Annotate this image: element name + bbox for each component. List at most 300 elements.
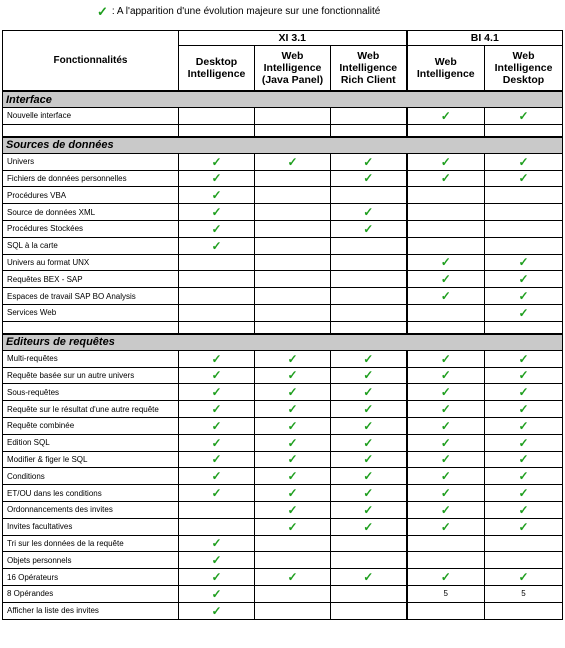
check-icon: ✓: [363, 221, 374, 236]
check-cell: [179, 585, 255, 602]
empty-cell: [255, 254, 331, 271]
empty-cell: [255, 535, 331, 552]
check-cell: [331, 401, 407, 418]
table-row: [3, 288, 563, 305]
table-row: [3, 170, 563, 187]
check-icon: ✓: [518, 305, 529, 320]
empty-cell: [407, 237, 485, 254]
empty-cell: [179, 501, 255, 518]
check-icon: ✓: [363, 368, 374, 383]
check-cell: [179, 485, 255, 502]
feature-name: Services Web: [3, 304, 179, 321]
check-icon: ✓: [287, 154, 298, 169]
empty-cell: [255, 321, 331, 334]
check-cell: [485, 304, 563, 321]
check-cell: [179, 367, 255, 384]
check-cell: [407, 434, 485, 451]
check-icon: ✓: [518, 289, 529, 304]
check-cell: [485, 367, 563, 384]
legend-text: : A l'apparition d'une évolution majeure sur une fonctionnalité: [111, 6, 381, 17]
check-cell: [485, 434, 563, 451]
check-cell: [179, 401, 255, 418]
check-icon: ✓: [211, 351, 222, 366]
check-cell: [407, 501, 485, 518]
check-icon: ✓: [518, 255, 529, 270]
empty-cell: [331, 271, 407, 288]
check-icon: ✓: [440, 289, 451, 304]
check-cell: [255, 518, 331, 535]
check-icon: ✓: [363, 486, 374, 501]
check-icon: ✓: [518, 368, 529, 383]
check-icon: ✓: [440, 368, 451, 383]
check-icon: ✓: [211, 188, 222, 203]
check-cell: [407, 417, 485, 434]
empty-cell: [407, 602, 485, 619]
column-header-line: Web: [357, 50, 380, 62]
check-cell: [407, 254, 485, 271]
empty-cell: [407, 187, 485, 204]
check-cell: [255, 401, 331, 418]
check-icon: ✓: [211, 154, 222, 169]
feature-name: Tri sur les données de la requête: [3, 535, 179, 552]
check-cell: [179, 237, 255, 254]
check-icon: ✓: [211, 586, 222, 601]
column-header-line: Desktop: [195, 56, 238, 68]
table-row: [3, 518, 563, 535]
check-cell: [179, 153, 255, 170]
group-header-bi41: BI 4.1: [407, 31, 563, 46]
feature-name: Univers: [3, 153, 179, 170]
check-icon: ✓: [211, 385, 222, 400]
legend: [0, 0, 565, 24]
check-cell: [485, 384, 563, 401]
check-cell: [255, 384, 331, 401]
feature-name: ET/OU dans les conditions: [3, 485, 179, 502]
table-row: [3, 350, 563, 367]
feature-name: Conditions: [3, 468, 179, 485]
check-cell: [179, 602, 255, 619]
table-row: [3, 237, 563, 254]
feature-name: Sous-requêtes: [3, 384, 179, 401]
column-header: [407, 46, 485, 92]
check-icon: ✓: [440, 452, 451, 467]
check-icon: ✓: [287, 402, 298, 417]
check-cell: [255, 417, 331, 434]
empty-cell: [255, 552, 331, 569]
check-cell: [407, 485, 485, 502]
empty-cell: [331, 124, 407, 137]
check-cell: [179, 350, 255, 367]
table-row: [3, 468, 563, 485]
check-icon: ✓: [211, 418, 222, 433]
check-icon: ✓: [440, 418, 451, 433]
group-header-xi31: XI 3.1: [179, 31, 407, 46]
check-cell: [331, 501, 407, 518]
check-icon: ✓: [518, 452, 529, 467]
check-cell: [407, 468, 485, 485]
check-cell: [485, 170, 563, 187]
check-cell: [485, 417, 563, 434]
empty-cell: [255, 170, 331, 187]
check-icon: ✓: [363, 205, 374, 220]
column-header-line: Intelligence: [494, 62, 553, 74]
check-cell: [485, 569, 563, 586]
check-icon: ✓: [440, 255, 451, 270]
check-cell: [407, 170, 485, 187]
check-icon: ✓: [211, 486, 222, 501]
check-icon: ✓: [211, 221, 222, 236]
table-row: [3, 535, 563, 552]
feature-name: Objets personnels: [3, 552, 179, 569]
table-row: [3, 367, 563, 384]
check-cell: [331, 569, 407, 586]
check-cell: [179, 170, 255, 187]
check-icon: ✓: [518, 351, 529, 366]
column-header: [255, 46, 331, 92]
check-icon: ✓: [518, 469, 529, 484]
column-header-line: Intelligence: [187, 68, 246, 80]
empty-cell: [407, 552, 485, 569]
check-icon: ✓: [211, 435, 222, 450]
empty-cell: [485, 187, 563, 204]
empty-cell: [255, 237, 331, 254]
check-icon: ✓: [518, 272, 529, 287]
check-cell: [485, 271, 563, 288]
empty-cell: [179, 108, 255, 125]
value-cell: [407, 585, 485, 602]
feature-name: Requête sur le résultat d'une autre requête: [3, 401, 179, 418]
check-icon: ✓: [211, 205, 222, 220]
cell-value: 5: [443, 589, 448, 599]
empty-cell: [407, 204, 485, 221]
check-icon: ✓: [440, 272, 451, 287]
check-icon: ✓: [211, 452, 222, 467]
empty-cell: [485, 535, 563, 552]
section-header: [3, 91, 563, 108]
table-row: [3, 124, 563, 137]
empty-cell: [331, 237, 407, 254]
check-cell: [485, 485, 563, 502]
table-row: [3, 417, 563, 434]
feature-name: Procédures VBA: [3, 187, 179, 204]
check-icon: ✓: [440, 154, 451, 169]
check-icon: ✓: [363, 570, 374, 585]
table-row: [3, 585, 563, 602]
check-cell: [331, 468, 407, 485]
check-cell: [331, 417, 407, 434]
empty-cell: [331, 304, 407, 321]
check-cell: [255, 451, 331, 468]
check-icon: ✓: [287, 452, 298, 467]
feature-name: [3, 124, 179, 137]
check-icon: ✓: [518, 402, 529, 417]
check-icon: ✓: [363, 519, 374, 534]
check-icon: ✓: [440, 486, 451, 501]
table-row: [3, 204, 563, 221]
check-cell: [485, 501, 563, 518]
check-icon: ✓: [363, 502, 374, 517]
check-cell: [407, 153, 485, 170]
check-icon: ✓: [440, 570, 451, 585]
table-row: [3, 187, 563, 204]
check-icon: ✓: [211, 570, 222, 585]
column-header: [179, 46, 255, 92]
table-row: [3, 552, 563, 569]
section-title: Interface: [3, 91, 563, 108]
check-icon: ✓: [211, 171, 222, 186]
empty-cell: [255, 124, 331, 137]
empty-cell: [485, 204, 563, 221]
check-cell: [407, 518, 485, 535]
check-icon: ✓: [287, 385, 298, 400]
feature-name: Nouvelle interface: [3, 108, 179, 125]
check-cell: [485, 468, 563, 485]
empty-cell: [331, 321, 407, 334]
check-icon: ✓: [363, 469, 374, 484]
column-header-line: (Java Panel): [261, 74, 324, 86]
check-cell: [179, 451, 255, 468]
feature-name: Modifier & figer le SQL: [3, 451, 179, 468]
empty-cell: [407, 124, 485, 137]
check-cell: [485, 108, 563, 125]
check-icon: ✓: [363, 171, 374, 186]
check-cell: [331, 350, 407, 367]
check-cell: [407, 401, 485, 418]
empty-cell: [179, 304, 255, 321]
check-cell: [331, 153, 407, 170]
check-cell: [255, 367, 331, 384]
value-cell: [485, 585, 563, 602]
check-icon: ✓: [363, 351, 374, 366]
table-row: [3, 401, 563, 418]
feature-name: Requêtes BEX - SAP: [3, 271, 179, 288]
check-cell: [255, 434, 331, 451]
section-header: [3, 334, 563, 351]
check-cell: [179, 384, 255, 401]
check-icon: ✓: [363, 154, 374, 169]
empty-cell: [407, 535, 485, 552]
check-cell: [255, 153, 331, 170]
empty-cell: [331, 552, 407, 569]
check-cell: [179, 434, 255, 451]
check-cell: [331, 485, 407, 502]
check-icon: ✓: [440, 469, 451, 484]
empty-cell: [485, 321, 563, 334]
empty-cell: [485, 237, 563, 254]
check-cell: [255, 485, 331, 502]
check-icon: ✓: [440, 385, 451, 400]
check-cell: [179, 417, 255, 434]
feature-name: Procédures Stockées: [3, 220, 179, 237]
check-cell: [485, 518, 563, 535]
column-header-line: Intelligence: [339, 62, 398, 74]
check-cell: [179, 569, 255, 586]
feature-name: Edition SQL: [3, 434, 179, 451]
check-cell: [407, 367, 485, 384]
check-icon: ✓: [518, 108, 529, 123]
cell-value: 5: [521, 589, 526, 599]
empty-cell: [407, 304, 485, 321]
empty-cell: [179, 254, 255, 271]
empty-cell: [255, 585, 331, 602]
empty-cell: [331, 535, 407, 552]
column-header-line: Rich Client: [340, 74, 396, 86]
check-icon: ✓: [97, 4, 108, 19]
table-row: [3, 108, 563, 125]
empty-cell: [407, 220, 485, 237]
check-icon: ✓: [518, 385, 529, 400]
check-cell: [407, 350, 485, 367]
check-cell: [331, 451, 407, 468]
column-header-line: Web: [281, 50, 304, 62]
feature-name: Afficher la liste des invites: [3, 602, 179, 619]
empty-cell: [255, 108, 331, 125]
check-icon: ✓: [440, 402, 451, 417]
table-row: [3, 485, 563, 502]
table-row: [3, 384, 563, 401]
feature-name: [3, 321, 179, 334]
check-icon: ✓: [363, 385, 374, 400]
feature-name: Univers au format UNX: [3, 254, 179, 271]
table-row: [3, 501, 563, 518]
check-icon: ✓: [211, 553, 222, 568]
empty-cell: [179, 271, 255, 288]
check-icon: ✓: [518, 486, 529, 501]
check-icon: ✓: [440, 108, 451, 123]
check-cell: [179, 204, 255, 221]
empty-cell: [485, 602, 563, 619]
check-cell: [485, 401, 563, 418]
check-cell: [485, 350, 563, 367]
feature-comparison-table: [2, 30, 563, 620]
check-cell: [407, 108, 485, 125]
table-row: [3, 271, 563, 288]
feature-name: Invites facultatives: [3, 518, 179, 535]
empty-cell: [179, 288, 255, 305]
check-cell: [331, 170, 407, 187]
check-cell: [407, 451, 485, 468]
table-row: [3, 434, 563, 451]
check-icon: ✓: [440, 502, 451, 517]
empty-cell: [331, 187, 407, 204]
table-row: [3, 569, 563, 586]
feature-name: Multi-requêtes: [3, 350, 179, 367]
empty-cell: [485, 552, 563, 569]
section-header: [3, 137, 563, 154]
empty-cell: [255, 187, 331, 204]
check-icon: ✓: [287, 469, 298, 484]
empty-cell: [331, 108, 407, 125]
empty-cell: [331, 602, 407, 619]
check-cell: [179, 552, 255, 569]
check-cell: [485, 153, 563, 170]
feature-name: 8 Opérandes: [3, 585, 179, 602]
section-title: Sources de données: [3, 137, 563, 154]
empty-cell: [255, 602, 331, 619]
check-icon: ✓: [363, 402, 374, 417]
check-icon: ✓: [287, 486, 298, 501]
column-header-line: Web: [512, 50, 535, 62]
empty-cell: [407, 321, 485, 334]
column-header: [485, 46, 563, 92]
check-cell: [407, 271, 485, 288]
check-cell: [331, 220, 407, 237]
check-cell: [255, 350, 331, 367]
check-cell: [331, 434, 407, 451]
table-row: [3, 321, 563, 334]
feature-name: Ordonnancements des invites: [3, 501, 179, 518]
check-icon: ✓: [211, 536, 222, 551]
empty-cell: [331, 585, 407, 602]
empty-cell: [331, 254, 407, 271]
empty-cell: [255, 220, 331, 237]
check-cell: [255, 569, 331, 586]
empty-cell: [179, 321, 255, 334]
check-icon: ✓: [518, 171, 529, 186]
check-cell: [331, 367, 407, 384]
check-icon: ✓: [287, 502, 298, 517]
check-icon: ✓: [211, 368, 222, 383]
check-cell: [485, 254, 563, 271]
check-icon: ✓: [287, 418, 298, 433]
column-header: [331, 46, 407, 92]
check-icon: ✓: [287, 519, 298, 534]
feature-name: 16 Opérateurs: [3, 569, 179, 586]
feature-name: Requête combinée: [3, 417, 179, 434]
check-cell: [255, 501, 331, 518]
check-cell: [485, 288, 563, 305]
table-row: [3, 254, 563, 271]
empty-cell: [331, 288, 407, 305]
check-cell: [407, 569, 485, 586]
empty-cell: [485, 124, 563, 137]
feature-name: Espaces de travail SAP BO Analysis: [3, 288, 179, 305]
check-cell: [331, 384, 407, 401]
check-icon: ✓: [518, 570, 529, 585]
check-icon: ✓: [211, 238, 222, 253]
column-header-line: Web: [434, 56, 457, 68]
check-icon: ✓: [363, 418, 374, 433]
check-icon: ✓: [363, 435, 374, 450]
check-icon: ✓: [440, 435, 451, 450]
feature-name: Source de données XML: [3, 204, 179, 221]
check-icon: ✓: [440, 351, 451, 366]
check-icon: ✓: [211, 603, 222, 618]
empty-cell: [179, 518, 255, 535]
check-icon: ✓: [287, 351, 298, 366]
check-cell: [407, 384, 485, 401]
check-icon: ✓: [518, 435, 529, 450]
column-header-line: Intelligence: [416, 68, 475, 80]
check-cell: [331, 204, 407, 221]
check-icon: ✓: [287, 570, 298, 585]
table-row: [3, 602, 563, 619]
column-header-line: Desktop: [502, 74, 545, 86]
table-row: [3, 220, 563, 237]
check-icon: ✓: [518, 502, 529, 517]
feature-name: SQL à la carte: [3, 237, 179, 254]
column-header-line: Intelligence: [263, 62, 322, 74]
check-cell: [485, 451, 563, 468]
feature-name: Requête basée sur un autre univers: [3, 367, 179, 384]
section-title: Editeurs de requêtes: [3, 334, 563, 351]
check-cell: [407, 288, 485, 305]
empty-cell: [179, 124, 255, 137]
empty-cell: [255, 288, 331, 305]
check-icon: ✓: [518, 519, 529, 534]
check-cell: [179, 535, 255, 552]
check-icon: ✓: [211, 469, 222, 484]
